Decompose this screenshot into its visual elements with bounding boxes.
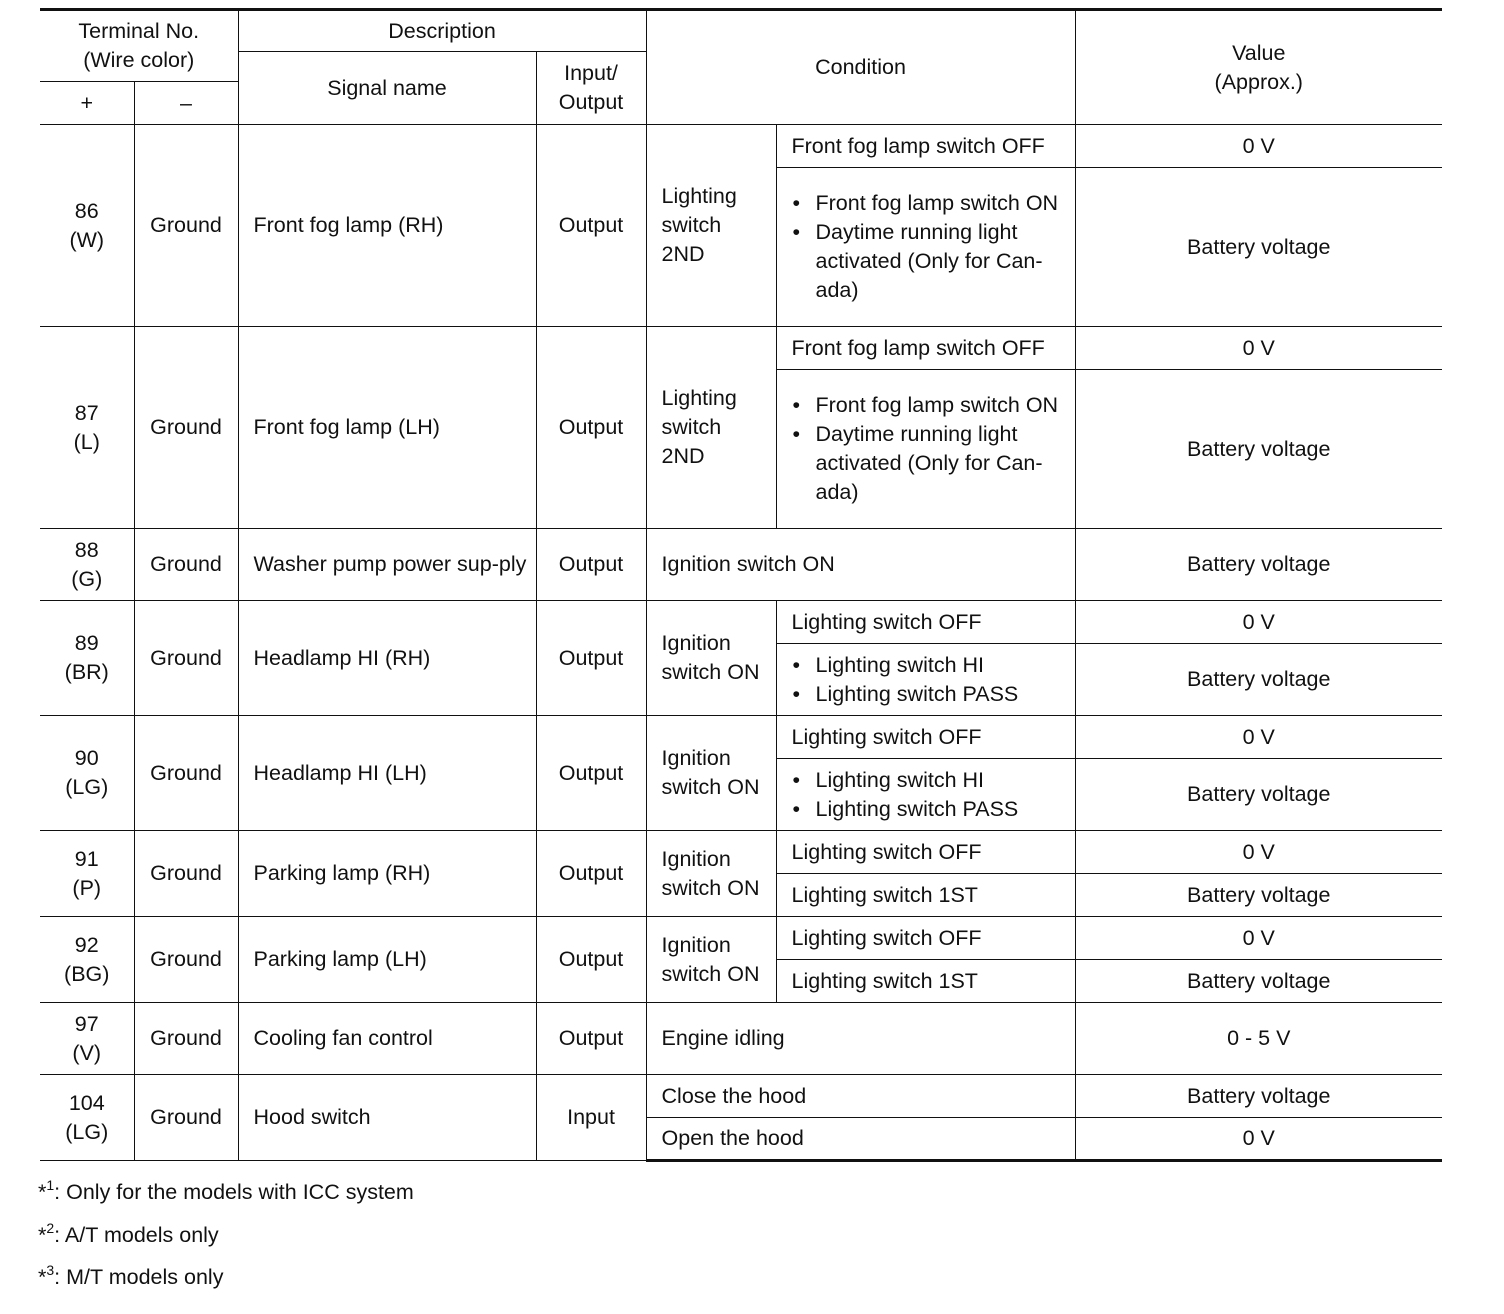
table-row <box>40 831 1442 874</box>
signal-name-cell: Washer pump power sup-ply <box>238 529 536 601</box>
terminal-cell <box>40 125 134 327</box>
footnote-mark: * <box>38 1265 47 1289</box>
condition-line: switch ON <box>661 775 760 799</box>
terminal-number: 97 <box>74 1011 99 1036</box>
wire-color: (W) <box>69 227 105 252</box>
sub-condition-cell <box>776 370 1075 529</box>
condition-line: switch <box>661 213 722 237</box>
bullet-item: • Lighting switch HI <box>792 766 1069 795</box>
wire-color: (BR) <box>64 660 109 684</box>
header-row <box>40 10 1442 52</box>
signal-name-cell: Hood switch <box>238 1075 536 1161</box>
terminal-number: 92 <box>74 932 99 957</box>
condition-cell: Engine idling <box>646 1003 1075 1075</box>
sub-condition-cell: Lighting switch OFF <box>776 831 1075 874</box>
bullet-list <box>792 651 1069 709</box>
table-row <box>40 529 1442 601</box>
header-terminal-no-label: Terminal No. <box>78 19 200 43</box>
ground-cell: Ground <box>134 831 238 917</box>
ground-cell: Ground <box>134 716 238 831</box>
footnotes <box>38 1170 414 1298</box>
footnote-number: 3 <box>46 1262 55 1278</box>
sub-condition-cell: Lighting switch 1ST <box>776 874 1075 917</box>
signal-name-cell: Parking lamp (RH) <box>238 831 536 917</box>
bullet-item: • Lighting switch PASS <box>792 680 1069 709</box>
sub-condition-cell <box>776 168 1075 327</box>
bullet-item: • Front fog lamp switch ON <box>792 189 1069 218</box>
header-condition: Condition <box>646 10 1075 125</box>
ground-cell: Ground <box>134 917 238 1003</box>
wire-color: (BG) <box>64 961 110 986</box>
sub-condition-cell: Lighting switch 1ST <box>776 960 1075 1003</box>
table-row <box>40 716 1442 759</box>
condition-line: Lighting <box>661 184 737 208</box>
condition-cell: Open the hood <box>646 1118 1075 1161</box>
signal-name-cell: Front fog lamp (LH) <box>238 327 536 529</box>
value-cell: 0 V <box>1075 716 1442 759</box>
table-row <box>40 327 1442 370</box>
header-approx-label: (Approx.) <box>1214 69 1303 94</box>
condition-main-cell <box>646 125 776 327</box>
wire-color: (LG) <box>65 775 109 799</box>
table-row <box>40 1075 1442 1118</box>
footnote-mark: * <box>38 1222 47 1247</box>
value-cell: Battery voltage <box>1075 529 1442 601</box>
io-cell: Input <box>536 1075 646 1161</box>
condition-line: switch ON <box>661 961 760 986</box>
bullet-list <box>792 391 1069 507</box>
sub-condition-cell: Front fog lamp switch OFF <box>776 327 1075 370</box>
ground-cell: Ground <box>134 1003 238 1075</box>
wire-color: (V) <box>72 1040 102 1065</box>
terminal-spec-table <box>40 8 1442 1162</box>
sub-condition-cell: Lighting switch OFF <box>776 716 1075 759</box>
footnote-number: 2 <box>46 1219 55 1236</box>
ground-cell: Ground <box>134 529 238 601</box>
terminal-number: 89 <box>74 631 99 655</box>
condition-cell: Close the hood <box>646 1075 1075 1118</box>
io-cell: Output <box>536 125 646 327</box>
bullet-item: • Lighting switch PASS <box>792 795 1069 824</box>
footnote-number: 1 <box>46 1177 55 1193</box>
signal-name-cell: Parking lamp (LH) <box>238 917 536 1003</box>
wire-color: (P) <box>72 875 102 900</box>
io-cell: Output <box>536 529 646 601</box>
bullet-list <box>792 766 1069 824</box>
value-cell: Battery voltage <box>1075 644 1442 716</box>
header-value-label: Value <box>1232 40 1286 65</box>
value-cell: Battery voltage <box>1075 759 1442 831</box>
condition-line: switch ON <box>661 660 760 684</box>
sub-condition-cell <box>776 644 1075 716</box>
terminal-cell <box>40 831 134 917</box>
header-input-label: Input/ <box>564 61 618 85</box>
terminal-spec-document <box>40 8 1442 1162</box>
sub-condition-cell: Lighting switch OFF <box>776 601 1075 644</box>
header-input-output <box>536 52 646 125</box>
header-plus: + <box>40 82 134 125</box>
condition-main-cell <box>646 917 776 1003</box>
header-wire-color-label: (Wire color) <box>83 48 195 72</box>
value-cell: Battery voltage <box>1075 874 1442 917</box>
condition-line: switch <box>661 415 722 439</box>
condition-main-cell <box>646 327 776 529</box>
signal-name-cell: Headlamp HI (LH) <box>238 716 536 831</box>
signal-name-cell: Headlamp HI (RH) <box>238 601 536 716</box>
terminal-number: 104 <box>68 1090 105 1115</box>
condition-line: Ignition <box>661 932 731 957</box>
header-terminal-no <box>40 10 238 82</box>
bullet-item: • Daytime running light activated (Only for Can-ada) <box>792 420 1069 507</box>
value-cell: Battery voltage <box>1075 960 1442 1003</box>
table-row <box>40 601 1442 644</box>
value-cell: Battery voltage <box>1075 370 1442 529</box>
terminal-number: 87 <box>74 400 99 425</box>
terminal-number: 90 <box>74 746 99 770</box>
condition-line: Lighting <box>661 386 737 410</box>
sub-condition-cell: Front fog lamp switch OFF <box>776 125 1075 168</box>
table-row <box>40 125 1442 168</box>
sub-condition-cell <box>776 759 1075 831</box>
value-cell: 0 V <box>1075 327 1442 370</box>
header-output-label: Output <box>558 90 624 114</box>
terminal-cell <box>40 716 134 831</box>
terminal-cell <box>40 1003 134 1075</box>
ground-cell: Ground <box>134 601 238 716</box>
footnote <box>38 1255 414 1298</box>
value-cell: 0 V <box>1075 601 1442 644</box>
terminal-cell <box>40 917 134 1003</box>
wire-color: (L) <box>73 429 100 454</box>
value-cell: 0 V <box>1075 1118 1442 1161</box>
terminal-number: 91 <box>74 846 99 871</box>
terminal-cell <box>40 1075 134 1161</box>
ground-cell: Ground <box>134 327 238 529</box>
terminal-number: 88 <box>74 537 99 562</box>
condition-main-cell <box>646 716 776 831</box>
value-cell: Battery voltage <box>1075 168 1442 327</box>
table-row <box>40 917 1442 960</box>
io-cell: Output <box>536 327 646 529</box>
value-cell: 0 V <box>1075 125 1442 168</box>
sub-condition-cell: Lighting switch OFF <box>776 917 1075 960</box>
signal-name-cell: Front fog lamp (RH) <box>238 125 536 327</box>
condition-main-cell <box>646 831 776 917</box>
condition-line: 2ND <box>661 242 705 266</box>
footnote-mark: * <box>38 1180 47 1204</box>
condition-line: Ignition <box>661 631 731 655</box>
header-minus: – <box>134 82 238 125</box>
wire-color: (LG) <box>65 1119 109 1144</box>
condition-line: Ignition <box>661 846 731 871</box>
io-cell: Output <box>536 601 646 716</box>
terminal-cell <box>40 529 134 601</box>
footnote <box>38 1213 414 1256</box>
value-cell: 0 V <box>1075 831 1442 874</box>
ground-cell: Ground <box>134 1075 238 1161</box>
header-value <box>1075 10 1442 125</box>
value-cell: 0 - 5 V <box>1075 1003 1442 1075</box>
footnote-text: : Only for the models with ICC system <box>54 1180 414 1204</box>
bullet-list <box>792 189 1069 305</box>
io-cell: Output <box>536 831 646 917</box>
io-cell: Output <box>536 716 646 831</box>
signal-name-cell: Cooling fan control <box>238 1003 536 1075</box>
value-cell: 0 V <box>1075 917 1442 960</box>
condition-main-cell <box>646 601 776 716</box>
footnote-text: : A/T models only <box>54 1222 219 1247</box>
condition-line: Ignition <box>661 746 731 770</box>
terminal-cell <box>40 601 134 716</box>
bullet-item: • Front fog lamp switch ON <box>792 391 1069 420</box>
condition-cell: Ignition switch ON <box>646 529 1075 601</box>
io-cell: Output <box>536 917 646 1003</box>
header-description: Description <box>238 10 646 52</box>
footnote <box>38 1170 414 1213</box>
table-row <box>40 1003 1442 1075</box>
terminal-number: 86 <box>74 198 99 223</box>
header-signal-name: Signal name <box>238 52 536 125</box>
value-cell: Battery voltage <box>1075 1075 1442 1118</box>
bullet-item: • Lighting switch HI <box>792 651 1069 680</box>
wire-color: (G) <box>71 566 103 591</box>
bullet-item: • Daytime running light activated (Only for Can-ada) <box>792 218 1069 305</box>
io-cell: Output <box>536 1003 646 1075</box>
condition-line: 2ND <box>661 444 705 468</box>
condition-line: switch ON <box>661 875 760 900</box>
ground-cell: Ground <box>134 125 238 327</box>
footnote-text: : M/T models only <box>54 1265 224 1289</box>
terminal-cell <box>40 327 134 529</box>
